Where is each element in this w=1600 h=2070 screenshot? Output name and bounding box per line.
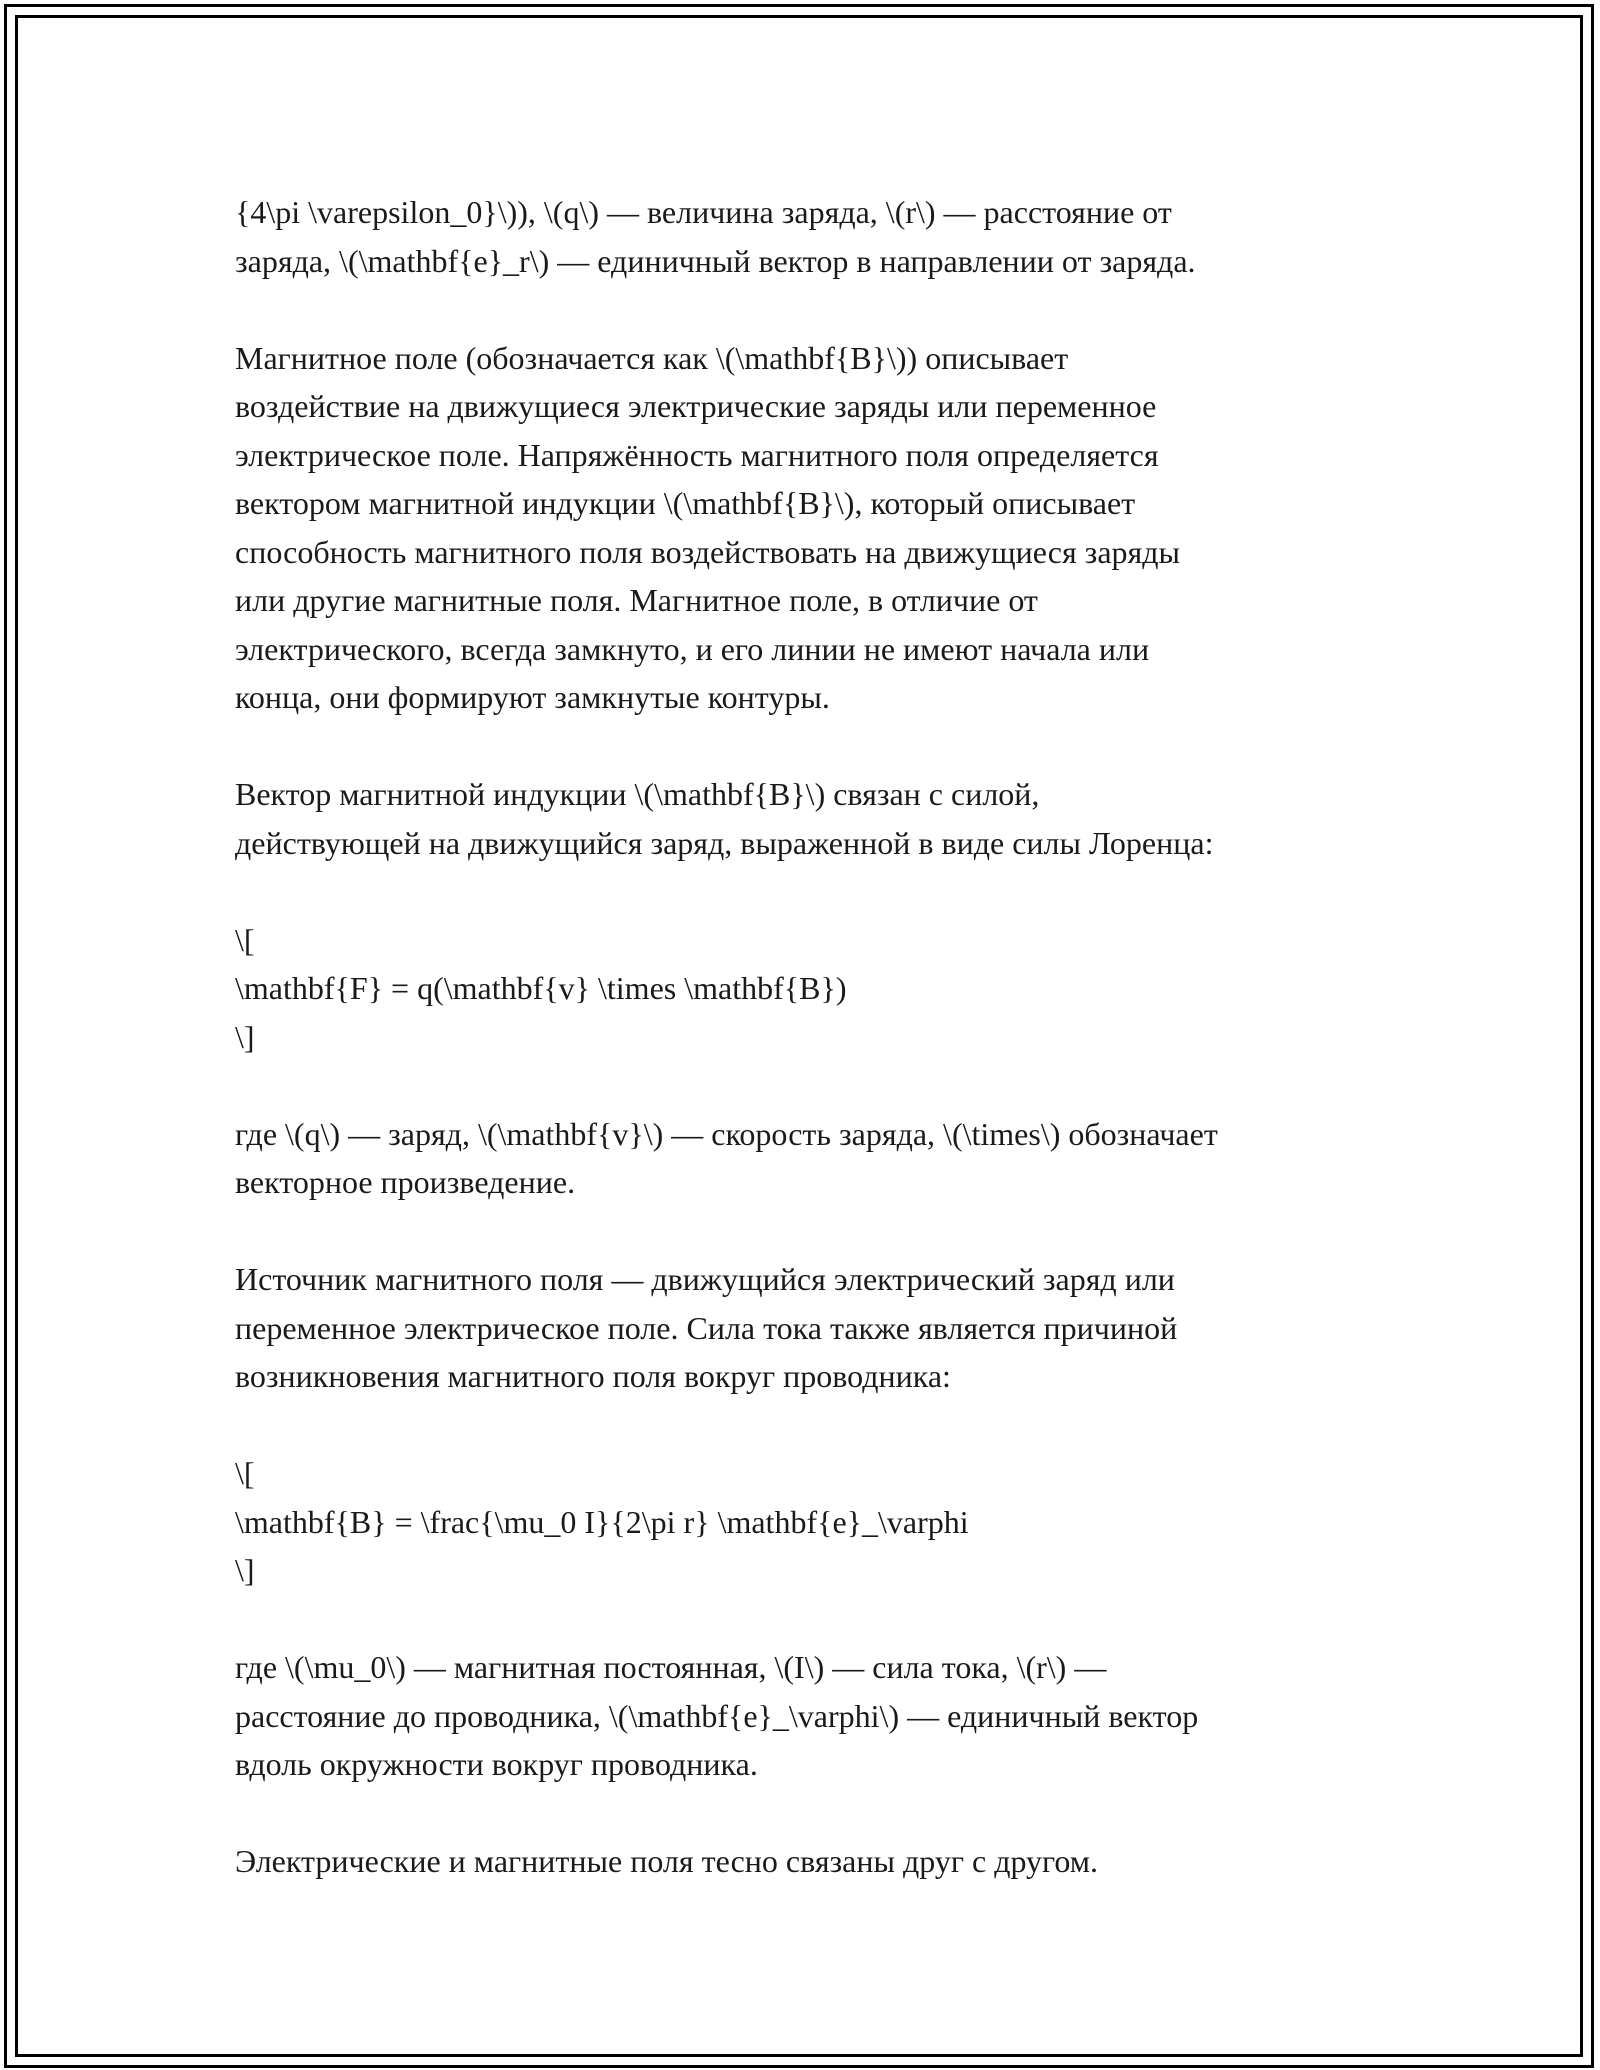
paragraph-gap <box>235 722 1385 771</box>
paragraph-gap <box>235 285 1385 334</box>
paragraph-gap <box>235 1207 1385 1256</box>
paragraph-conclusion <box>235 1837 1385 1886</box>
text-line: заряда, \(\mathbf{e}_r\) — единичный вектор в направлении от заряда. <box>235 242 1196 279</box>
text-line: или другие магнитные поля. Магнитное поле, в отличие от <box>235 582 1038 618</box>
text-line: электрическое поле. Напряжённость магнитного поля определяется <box>235 436 1159 473</box>
formula-line: \[ <box>235 1455 255 1491</box>
paragraph-field-source <box>235 1255 1385 1401</box>
text-line: вдоль окружности вокруг проводника. <box>235 1746 758 1782</box>
text-line: воздействие на движущиеся электрические заряды или переменное <box>235 388 1157 424</box>
text-line: действующей на движущийся заряд, выраженной в виде силы Лоренца: <box>235 824 1214 861</box>
formula-lorentz-force <box>235 916 1385 1062</box>
paragraph-gap <box>235 867 1385 916</box>
text-line: Электрические и магнитные поля тесно связаны друг с другом. <box>235 1843 1099 1879</box>
paragraph-gap <box>235 1061 1385 1110</box>
formula-line: \mathbf{B} = \frac{\mu_0 I}{2\pi r} \mathbf{e}_\varphi <box>235 1503 969 1540</box>
text-line: где \(\mu_0\) — магнитная постоянная, \(I\) — сила тока, \(r\) — <box>235 1649 1107 1685</box>
text-line: переменное электрическое поле. Сила тока также является причиной <box>235 1309 1178 1346</box>
formula-line: \] <box>235 1018 255 1055</box>
formula-wire-field <box>235 1449 1385 1595</box>
paragraph-wire-field-explanation <box>235 1643 1385 1789</box>
formula-line: \mathbf{F} = q(\mathbf{v} \times \mathbf{B}) <box>235 970 847 1006</box>
text-line: вектором магнитной индукции \(\mathbf{B}\), который описывает <box>235 485 1136 521</box>
text-line: возникновения магнитного поля вокруг проводника: <box>235 1358 951 1394</box>
text-line: {4\pi \varepsilon_0}\)), \(q\) — величина заряда, \(r\) — расстояние от <box>235 194 1172 230</box>
paragraph-lorentz-intro <box>235 770 1385 867</box>
text-line: электрического, всегда замкнуто, и его линии не имеют начала или <box>235 630 1150 667</box>
paragraph-gap <box>235 1401 1385 1450</box>
paragraph-electric-field-tail <box>235 188 1385 285</box>
text-line: Вектор магнитной индукции \(\mathbf{B}\) связан с силой, <box>235 776 1040 812</box>
formula-line: \[ <box>235 921 255 958</box>
paragraph-gap <box>235 1789 1385 1838</box>
text-line: способность магнитного поля воздействовать на движущиеся заряды <box>235 533 1181 570</box>
text-line: Источник магнитного поля — движущийся электрический заряд или <box>235 1261 1175 1297</box>
text-line: векторное произведение. <box>235 1164 576 1200</box>
text-line: расстояние до проводника, \(\mathbf{e}_\varphi\) — единичный вектор <box>235 1697 1199 1734</box>
text-line: Магнитное поле (обозначается как \(\mathbf{B}\)) описывает <box>235 339 1069 376</box>
paragraph-magnetic-field-definition <box>235 334 1385 722</box>
paragraph-gap <box>235 1595 1385 1644</box>
document-body <box>235 188 1385 1886</box>
formula-line: \] <box>235 1552 255 1588</box>
text-line: конца, они формируют замкнутые контуры. <box>235 679 830 715</box>
text-line: где \(q\) — заряд, \(\mathbf{v}\) — скорость заряда, \(\times\) обозначает <box>235 1115 1218 1152</box>
paragraph-lorentz-explanation <box>235 1110 1385 1207</box>
